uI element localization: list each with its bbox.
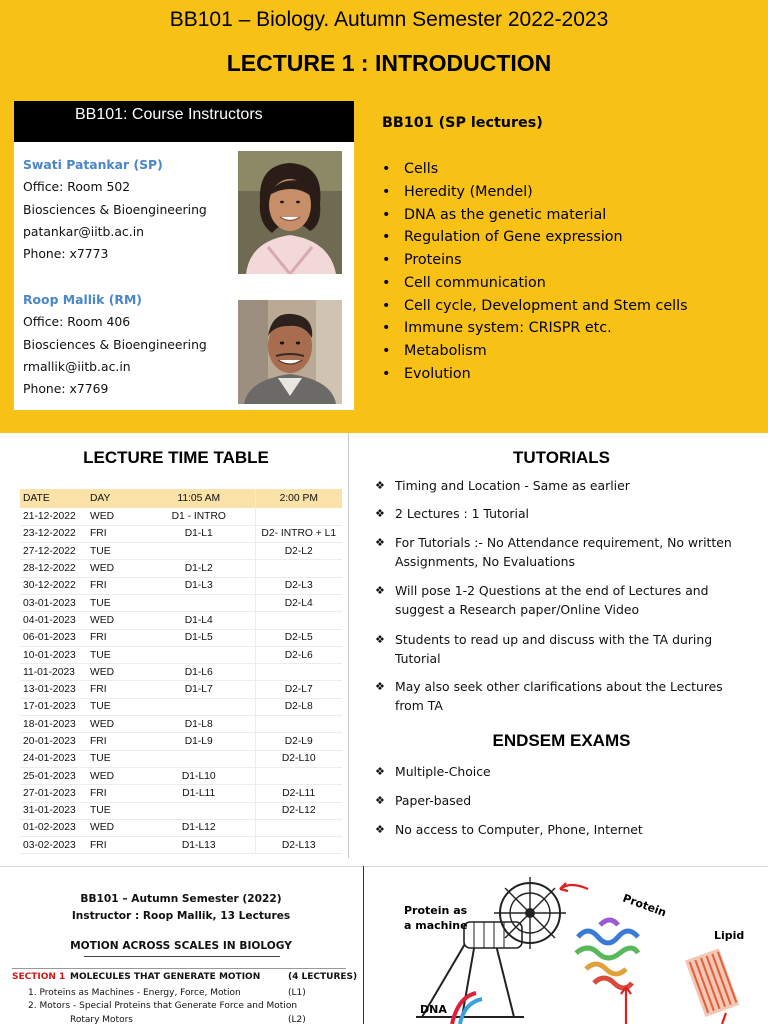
cell-afternoon: D2-L11 bbox=[255, 785, 342, 802]
svg-text:a machine: a machine bbox=[404, 919, 468, 932]
timetable-row bbox=[20, 646, 342, 663]
cell-morning bbox=[143, 543, 255, 560]
endsem-item: ❖ Paper-based bbox=[375, 791, 755, 810]
topic-item: • Proteins bbox=[382, 249, 752, 272]
outline-item: 2. Motors - Special Proteins that Generate Force and Motion bbox=[28, 1001, 298, 1011]
instructor-photo-rm bbox=[238, 300, 342, 404]
instructor-email[interactable]: patankar@iitb.ac.in bbox=[23, 223, 144, 239]
cell-day: TUE bbox=[87, 750, 143, 767]
cell-day: TUE bbox=[87, 802, 143, 819]
cell-afternoon: D2-L5 bbox=[255, 629, 342, 646]
timetable-row bbox=[20, 819, 342, 836]
instructor-dept: Biosciences & Bioengineering bbox=[23, 201, 207, 217]
instructors-heading: BB101: Course Instructors bbox=[14, 101, 354, 142]
cell-morning: D1-L3 bbox=[143, 577, 255, 594]
cell-afternoon: D2-L10 bbox=[255, 750, 342, 767]
col-date: DATE bbox=[20, 489, 87, 508]
cell-morning: D1-L6 bbox=[143, 664, 255, 681]
timetable-row bbox=[20, 716, 342, 733]
cell-date: 24-01-2023 bbox=[20, 750, 87, 767]
tutorial-item: ❖ Students to read up and discuss with the TA during Tutorial bbox=[375, 630, 755, 668]
topic-item: • Evolution bbox=[382, 363, 752, 386]
cell-date: 28-12-2022 bbox=[20, 560, 87, 577]
col-day: DAY bbox=[87, 489, 143, 508]
timetable-row bbox=[20, 664, 342, 681]
col-morning: 11:05 AM bbox=[143, 489, 255, 508]
topic-item: • Regulation of Gene expression bbox=[382, 226, 752, 249]
cell-morning: D1 - INTRO bbox=[143, 508, 255, 525]
timetable-row bbox=[20, 594, 342, 611]
cell-morning: D1-L8 bbox=[143, 716, 255, 733]
cell-date: 06-01-2023 bbox=[20, 629, 87, 646]
cell-day: TUE bbox=[87, 543, 143, 560]
outline-line3: MOTION ACROSS SCALES IN BIOLOGY bbox=[70, 940, 292, 952]
cell-afternoon: D2-L7 bbox=[255, 681, 342, 698]
endsem-item: ❖ No access to Computer, Phone, Internet bbox=[375, 820, 755, 839]
cell-day: WED bbox=[87, 560, 143, 577]
label-protein-machine: Protein as bbox=[404, 904, 468, 917]
cell-afternoon: D2- INTRO + L1 bbox=[255, 525, 342, 542]
label-dna: DNA bbox=[420, 1003, 447, 1016]
lecture-timetable bbox=[20, 489, 342, 854]
cell-day: WED bbox=[87, 819, 143, 836]
cell-afternoon: D2-L6 bbox=[255, 646, 342, 663]
topic-item: • Immune system: CRISPR etc. bbox=[382, 317, 752, 340]
cell-afternoon: D2-L3 bbox=[255, 577, 342, 594]
timetable-row bbox=[20, 767, 342, 784]
cell-date: 17-01-2023 bbox=[20, 698, 87, 715]
cell-day: WED bbox=[87, 612, 143, 629]
tutorial-item: ❖ Will pose 1-2 Questions at the end of Lectures and suggest a Research paper/Online Video bbox=[375, 581, 755, 619]
cell-day: FRI bbox=[87, 785, 143, 802]
cell-date: 27-12-2022 bbox=[20, 543, 87, 560]
cell-date: 30-12-2022 bbox=[20, 577, 87, 594]
instructor-photo-sp bbox=[238, 151, 342, 274]
instructor-sp bbox=[23, 154, 243, 265]
endsem-title: ENDSEM EXAMS bbox=[492, 731, 631, 750]
cell-day: WED bbox=[87, 767, 143, 784]
cell-morning: D1-L13 bbox=[143, 837, 255, 854]
lecture-title: LECTURE 1 : INTRODUCTION bbox=[226, 50, 552, 76]
cell-morning: D1-L5 bbox=[143, 629, 255, 646]
cell-day: FRI bbox=[87, 629, 143, 646]
section-count: (4 LECTURES) bbox=[288, 972, 358, 982]
cell-day: FRI bbox=[87, 525, 143, 542]
topic-item: • Metabolism bbox=[382, 340, 752, 363]
section-rule bbox=[12, 968, 346, 969]
cell-morning: D1-L11 bbox=[143, 785, 255, 802]
timetable-header-row bbox=[20, 489, 342, 508]
section-label: SECTION 1 bbox=[12, 972, 66, 982]
instructor-office: Office: Room 406 bbox=[23, 314, 131, 330]
instructors-card bbox=[14, 101, 354, 410]
timetable-row bbox=[20, 698, 342, 715]
timetable-row bbox=[20, 543, 342, 560]
topic-item: • Cell communication bbox=[382, 272, 752, 295]
timetable-row bbox=[20, 560, 342, 577]
rm-course-outline bbox=[0, 880, 362, 1024]
cell-date: 10-01-2023 bbox=[20, 646, 87, 663]
cell-afternoon bbox=[255, 612, 342, 629]
label-lipid: Lipid bbox=[714, 929, 745, 942]
endsem-item: ❖ Multiple-Choice bbox=[375, 762, 755, 781]
outline-item-ref: (L1) bbox=[288, 988, 306, 998]
cell-morning: D1-L7 bbox=[143, 681, 255, 698]
cell-date: 04-01-2023 bbox=[20, 612, 87, 629]
timetable-row bbox=[20, 802, 342, 819]
dna-helix-icon bbox=[452, 993, 482, 1024]
cell-afternoon bbox=[255, 560, 342, 577]
outline-line1: BB101 – Autumn Semester (2022) bbox=[80, 893, 282, 905]
cell-day: WED bbox=[87, 508, 143, 525]
label-protein: Protein bbox=[620, 891, 669, 920]
instructor-name: Swati Patankar (SP) bbox=[23, 157, 163, 172]
cell-morning bbox=[143, 802, 255, 819]
cell-morning: D1-L10 bbox=[143, 767, 255, 784]
cell-morning bbox=[143, 646, 255, 663]
cell-date: 13-01-2023 bbox=[20, 681, 87, 698]
timetable-row bbox=[20, 577, 342, 594]
cell-morning bbox=[143, 594, 255, 611]
outline-item: 1. Proteins as Machines - Energy, Force, Motion bbox=[28, 988, 241, 998]
cell-day: TUE bbox=[87, 594, 143, 611]
col-afternoon: 2:00 PM bbox=[255, 489, 342, 508]
wheel-machine-icon bbox=[416, 877, 566, 1017]
cell-date: 23-12-2022 bbox=[20, 525, 87, 542]
cell-date: 27-01-2023 bbox=[20, 785, 87, 802]
outline-line2: Instructor : Roop Mallik, 13 Lectures bbox=[71, 910, 291, 922]
timetable-row bbox=[20, 785, 342, 802]
cell-date: 21-12-2022 bbox=[20, 508, 87, 525]
cell-afternoon bbox=[255, 819, 342, 836]
outline-subitem: Rotary Motors bbox=[70, 1015, 133, 1024]
cell-date: 20-01-2023 bbox=[20, 733, 87, 750]
cell-afternoon bbox=[255, 716, 342, 733]
protein-structure-icon bbox=[576, 920, 638, 988]
tutorial-item: ❖ Timing and Location - Same as earlier bbox=[375, 476, 755, 495]
cell-afternoon: D2-L13 bbox=[255, 837, 342, 854]
topic-item: • Cells bbox=[382, 158, 752, 181]
cell-afternoon: D2-L8 bbox=[255, 698, 342, 715]
cell-day: TUE bbox=[87, 646, 143, 663]
column-divider bbox=[348, 433, 349, 858]
cell-morning: D1-L2 bbox=[143, 560, 255, 577]
cell-date: 18-01-2023 bbox=[20, 716, 87, 733]
cell-day: WED bbox=[87, 664, 143, 681]
timetable-row bbox=[20, 733, 342, 750]
timetable-row bbox=[20, 508, 342, 525]
instructor-email[interactable]: rmallik@iitb.ac.in bbox=[23, 358, 131, 374]
instructor-office: Office: Room 502 bbox=[23, 179, 131, 195]
tutorial-item: ❖ For Tutorials :- No Attendance requirement, No written Assignments, No Evaluations bbox=[375, 533, 755, 571]
tutorial-item: ❖ 2 Lectures : 1 Tutorial bbox=[375, 504, 755, 523]
cell-afternoon: D2-L2 bbox=[255, 543, 342, 560]
course-title: BB101 – Biology. Autumn Semester 2022-2023 bbox=[169, 8, 609, 31]
cell-morning: D1-L9 bbox=[143, 733, 255, 750]
cell-day: TUE bbox=[87, 698, 143, 715]
topic-item: • Cell cycle, Development and Stem cells bbox=[382, 295, 752, 318]
cell-date: 03-01-2023 bbox=[20, 594, 87, 611]
instructor-phone: Phone: x7773 bbox=[23, 246, 109, 262]
cell-date: 03-02-2023 bbox=[20, 837, 87, 854]
timetable-row bbox=[20, 681, 342, 698]
timetable-row bbox=[20, 525, 342, 542]
cell-afternoon: D2-L4 bbox=[255, 594, 342, 611]
topic-item: • DNA as the genetic material bbox=[382, 204, 752, 227]
cell-date: 01-02-2023 bbox=[20, 819, 87, 836]
topic-item: • Heredity (Mendel) bbox=[382, 181, 752, 204]
cell-date: 31-01-2023 bbox=[20, 802, 87, 819]
cell-afternoon bbox=[255, 664, 342, 681]
timetable-row bbox=[20, 837, 342, 854]
instructor-phone: Phone: x7769 bbox=[23, 381, 109, 397]
outline-item-ref: (L2) bbox=[288, 1015, 306, 1024]
lipid-bilayer-icon bbox=[685, 948, 739, 1017]
timetable-row bbox=[20, 612, 342, 629]
cell-afternoon bbox=[255, 767, 342, 784]
title-panel bbox=[0, 0, 768, 433]
instructor-rm bbox=[23, 289, 243, 400]
tutorial-item: ❖ May also seek other clarifications about the Lectures from TA bbox=[375, 677, 755, 715]
cell-day: FRI bbox=[87, 577, 143, 594]
cell-afternoon: D2-L9 bbox=[255, 733, 342, 750]
instructor-dept: Biosciences & Bioengineering bbox=[23, 336, 207, 352]
topics-list bbox=[382, 115, 752, 386]
instructor-name: Roop Mallik (RM) bbox=[23, 292, 142, 307]
topics-title: BB101 (SP lectures) bbox=[382, 115, 543, 131]
tutorials-title: TUTORIALS bbox=[513, 448, 610, 467]
cell-afternoon: D2-L12 bbox=[255, 802, 342, 819]
timetable-row bbox=[20, 750, 342, 767]
cell-morning bbox=[143, 698, 255, 715]
timetable-title: LECTURE TIME TABLE bbox=[83, 448, 269, 467]
cell-morning: D1-L4 bbox=[143, 612, 255, 629]
cell-day: FRI bbox=[87, 681, 143, 698]
cell-day: FRI bbox=[87, 837, 143, 854]
outline-underline bbox=[84, 956, 280, 957]
cell-morning: D1-L1 bbox=[143, 525, 255, 542]
cell-date: 11-01-2023 bbox=[20, 664, 87, 681]
timetable-row bbox=[20, 629, 342, 646]
cell-morning bbox=[143, 750, 255, 767]
cell-day: WED bbox=[87, 716, 143, 733]
section-title: MOLECULES THAT GENERATE MOTION bbox=[70, 972, 261, 982]
cell-afternoon bbox=[255, 508, 342, 525]
cell-day: FRI bbox=[87, 733, 143, 750]
cell-morning: D1-L12 bbox=[143, 819, 255, 836]
cell-date: 25-01-2023 bbox=[20, 767, 87, 784]
molecular-machines-illustration bbox=[364, 867, 768, 1024]
